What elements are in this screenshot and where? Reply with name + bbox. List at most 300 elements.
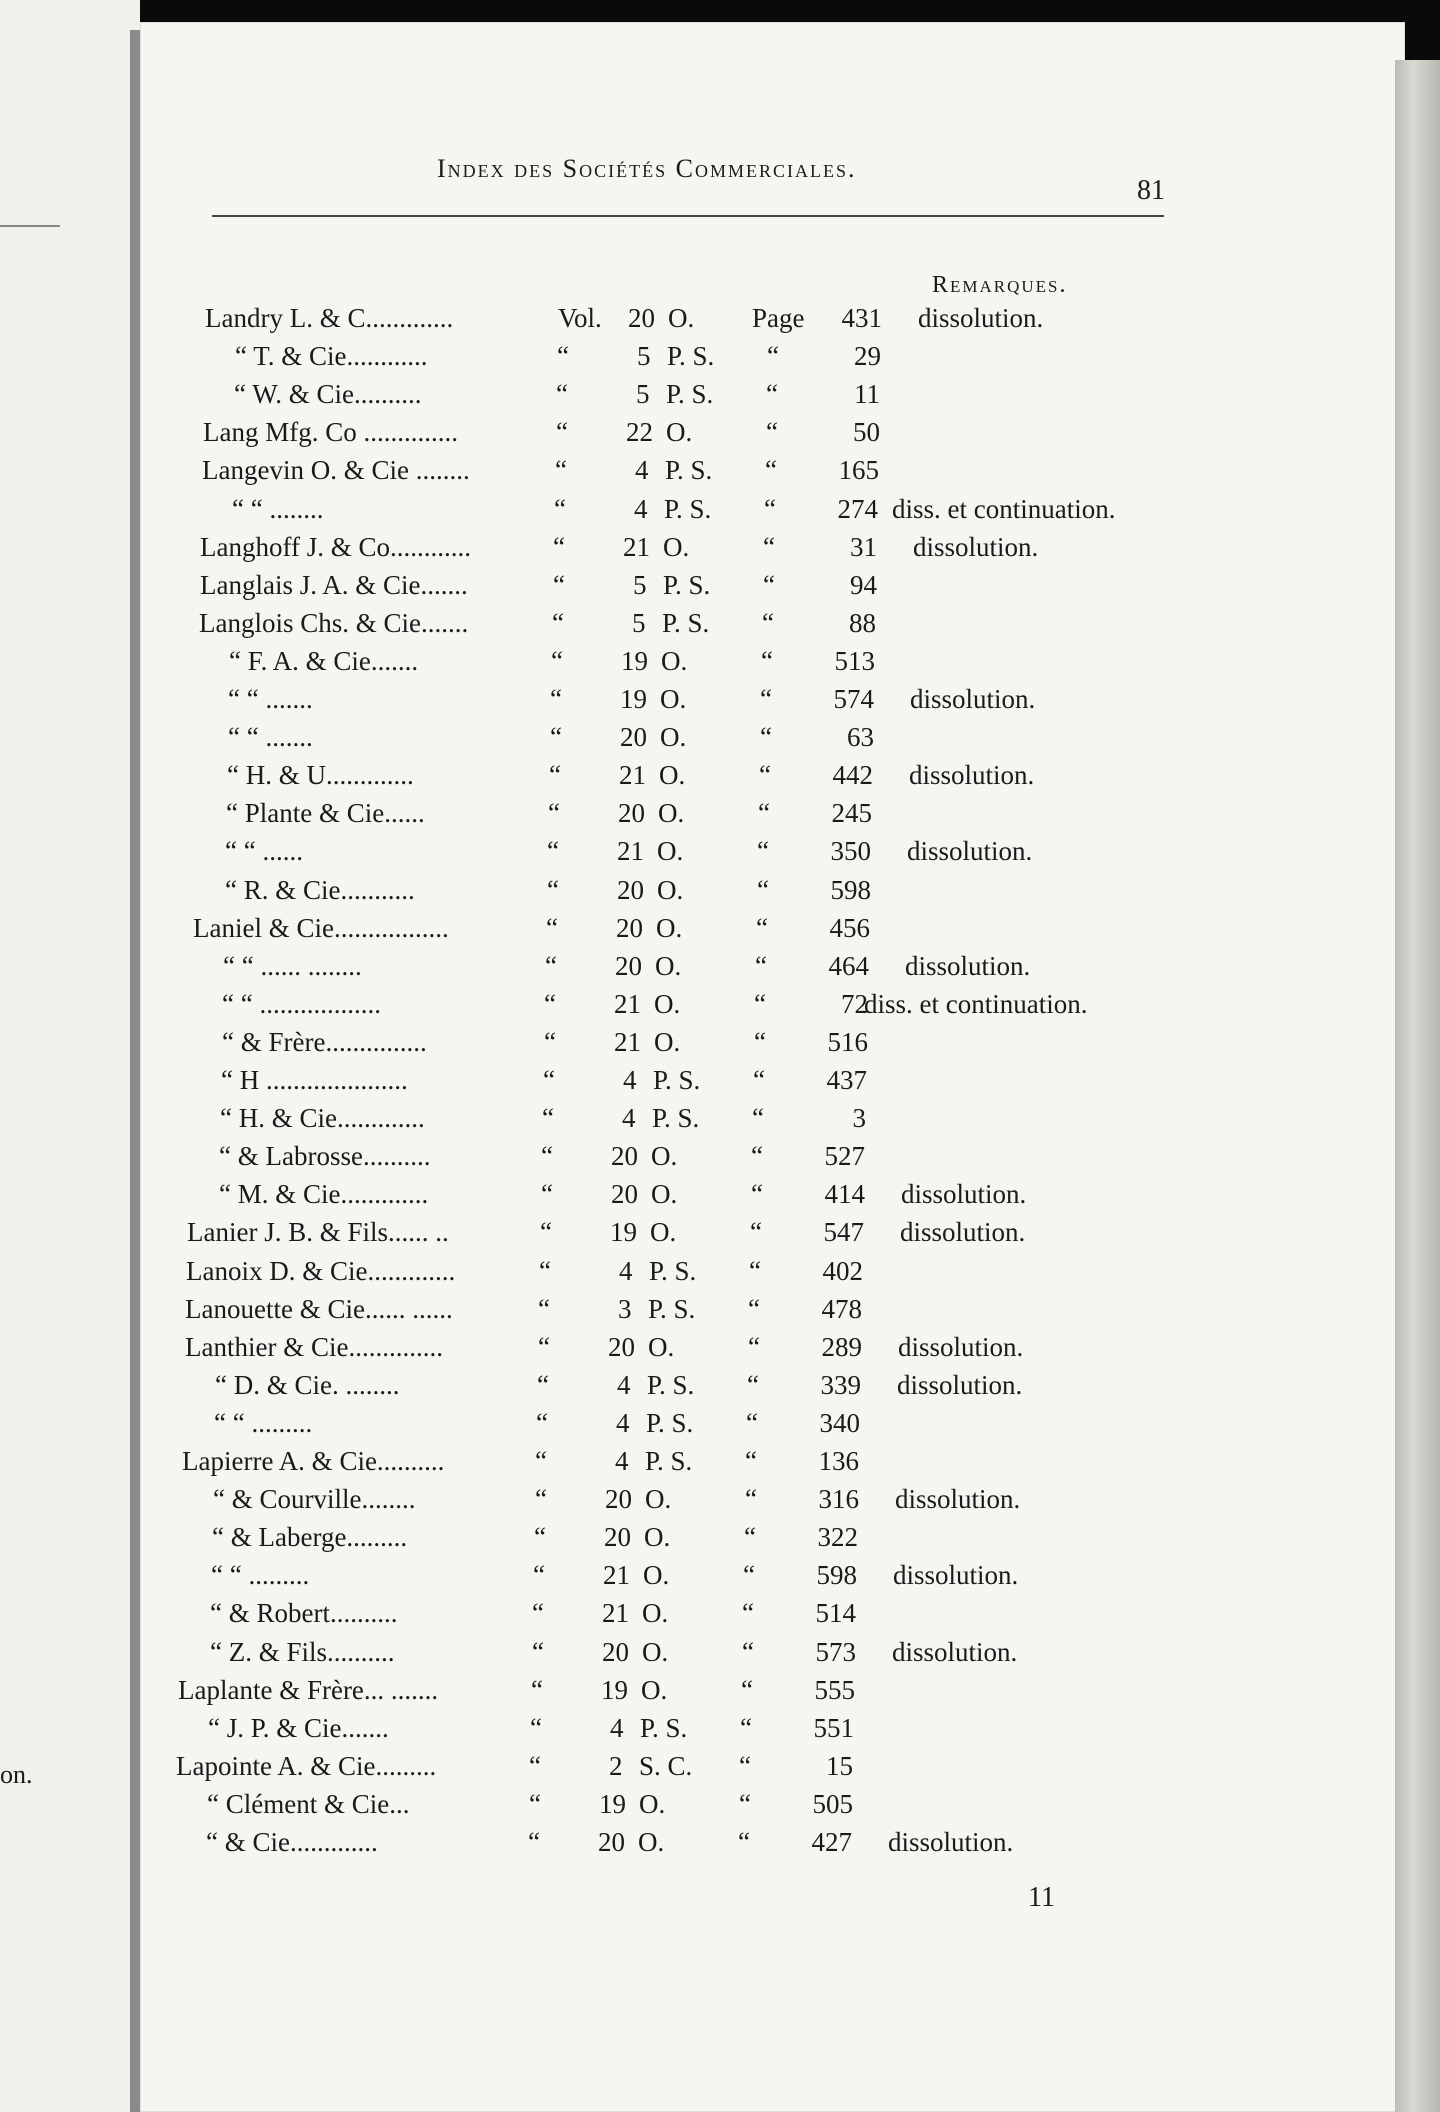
entry-vol: “	[557, 341, 569, 372]
entry-name: “ & Robert..........	[210, 1598, 398, 1629]
table-row	[0, 417, 1440, 455]
entry-series: P. S.	[653, 1065, 701, 1095]
entry-name: “ & Courville........	[213, 1484, 416, 1515]
entry-series: O.	[659, 760, 686, 791]
entry-page-label: “	[751, 1141, 763, 1172]
entry-volume-number: 5	[632, 607, 646, 638]
entry-name: “ “ ......	[225, 836, 303, 867]
table-row	[0, 646, 1440, 684]
entry-vol: “	[543, 1065, 555, 1095]
entry-vol: “	[541, 1179, 553, 1210]
entry-remark: dissolution.	[901, 1179, 1027, 1210]
entry-volume-number: 20	[618, 798, 645, 829]
entry-series: P. S.	[646, 1407, 694, 1438]
adjacent-page-text: on.	[0, 1760, 33, 1789]
entry-volume-number: 21	[619, 760, 646, 791]
entry-page-number: 165	[838, 455, 879, 486]
entry-page-label: “	[761, 645, 773, 676]
table-row	[0, 1408, 1440, 1446]
entry-series: O.	[645, 1484, 672, 1515]
table-row	[0, 455, 1440, 493]
entry-page-label: “	[763, 531, 775, 562]
entry-vol: “	[532, 1636, 544, 1667]
entry-series: P. S.	[665, 455, 713, 486]
entry-name: Lanouette & Cie...... ......	[185, 1293, 453, 1324]
entry-page-label: “	[763, 569, 775, 600]
entry-vol: “	[533, 1560, 545, 1591]
table-row	[0, 1217, 1440, 1255]
entry-name: “ & Laberge.........	[212, 1522, 408, 1553]
entry-page-number: 31	[850, 531, 877, 562]
entry-page-label: “	[746, 1407, 758, 1438]
entry-name: “ Plante & Cie......	[226, 798, 425, 829]
entry-vol: “	[551, 645, 563, 676]
entry-name: “ & Frère...............	[222, 1026, 427, 1057]
table-row	[0, 1637, 1440, 1675]
entry-page-number: 527	[824, 1141, 865, 1172]
entry-remark: dissolution.	[898, 1331, 1024, 1362]
entry-volume-number: 5	[637, 341, 651, 372]
entry-page-number: 94	[850, 569, 877, 600]
entry-volume-number: 19	[621, 645, 648, 676]
entry-vol: “	[539, 1255, 551, 1286]
entry-page-number: 598	[830, 874, 871, 905]
entry-remark: dissolution.	[897, 1369, 1023, 1400]
table-row	[0, 1713, 1440, 1751]
table-row	[0, 1179, 1440, 1217]
entry-name: Laniel & Cie.................	[193, 912, 449, 943]
table-row	[0, 1294, 1440, 1332]
entry-series: O.	[658, 798, 685, 829]
table-row	[0, 1332, 1440, 1370]
table-row	[0, 570, 1440, 608]
entry-page-label: “	[750, 1217, 762, 1248]
entry-series: S. C.	[639, 1750, 693, 1781]
entry-page-number: 50	[853, 417, 880, 448]
entry-volume-number: 19	[620, 684, 647, 714]
entry-vol: “	[540, 1217, 552, 1248]
entry-remark: dissolution.	[909, 760, 1035, 791]
entry-series: P. S.	[647, 1369, 695, 1400]
entry-remark: diss. et continuation.	[892, 493, 1116, 524]
entry-volume-number: 21	[617, 836, 644, 867]
entry-volume-number: 4	[617, 1369, 631, 1400]
entry-name: “ “ .......	[228, 722, 313, 753]
table-row	[0, 494, 1440, 532]
entry-page-label: “	[742, 1598, 754, 1629]
entry-page-number: 340	[819, 1407, 860, 1438]
table-row	[0, 1065, 1440, 1103]
table-row	[0, 1256, 1440, 1294]
table-row	[0, 1484, 1440, 1522]
entry-page-label: Page	[752, 303, 805, 333]
table-row	[0, 684, 1440, 722]
entry-page-label: “	[754, 1026, 766, 1057]
entry-series: P. S.	[666, 379, 714, 410]
entry-page-number: 11	[854, 379, 880, 410]
entry-page-number: 464	[828, 950, 869, 981]
entry-volume-number: 20	[611, 1179, 638, 1210]
entry-volume-number: 3	[618, 1293, 632, 1324]
entry-page-number: 427	[811, 1827, 852, 1857]
entry-name: “ D. & Cie. ........	[215, 1369, 400, 1400]
entry-name: “ & Cie.............	[206, 1827, 378, 1857]
entry-vol: “	[554, 493, 566, 524]
entry-page-number: 289	[821, 1331, 862, 1362]
entry-page-number: 339	[820, 1369, 861, 1400]
entry-page-number: 442	[832, 760, 873, 791]
entry-series: O.	[651, 1179, 678, 1210]
entry-name: Lanoix D. & Cie.............	[186, 1255, 456, 1286]
entry-series: O.	[668, 303, 695, 333]
entry-page-label: “	[745, 1484, 757, 1515]
entry-page-number: 551	[813, 1712, 854, 1743]
entry-vol: “	[530, 1712, 542, 1743]
entry-volume-number: 4	[623, 1065, 637, 1095]
entry-vol: “	[529, 1788, 541, 1819]
entry-series: P. S.	[667, 341, 715, 372]
entry-remark: dissolution.	[905, 950, 1031, 981]
entry-page-number: 350	[830, 836, 871, 867]
entry-volume-number: 20	[604, 1522, 631, 1553]
entry-volume-number: 5	[633, 569, 647, 600]
entry-vol: “	[550, 722, 562, 753]
table-row	[0, 722, 1440, 760]
entry-vol: “	[556, 379, 568, 410]
entry-vol: “	[537, 1369, 549, 1400]
entry-series: O.	[648, 1331, 675, 1362]
entry-name: “ Clément & Cie...	[207, 1788, 410, 1819]
entry-series: O.	[660, 684, 687, 714]
entry-vol: “	[552, 607, 564, 638]
entry-name: Lapointe A. & Cie.........	[176, 1750, 437, 1781]
entry-page-number: 63	[847, 722, 874, 753]
table-row	[0, 1141, 1440, 1179]
entry-page-number: 598	[816, 1560, 857, 1591]
entry-vol: “	[529, 1750, 541, 1781]
entry-vol: “	[541, 1141, 553, 1172]
entry-series: P. S.	[645, 1446, 693, 1476]
entry-name: “ “ .........	[214, 1407, 313, 1438]
entry-page-label: “	[745, 1446, 757, 1476]
signature-mark: 11	[1028, 1882, 1055, 1913]
entry-page-label: “	[765, 455, 777, 486]
entry-remark: dissolution.	[893, 1560, 1019, 1591]
table-row	[0, 1446, 1440, 1484]
entry-volume-number: 20	[615, 950, 642, 981]
entry-name: “ M. & Cie.............	[219, 1179, 429, 1210]
adjacent-page-rule	[0, 225, 60, 227]
entry-page-label: “	[756, 912, 768, 943]
table-row	[0, 760, 1440, 798]
entry-volume-number: 2	[609, 1750, 623, 1781]
entry-series: O.	[654, 1026, 681, 1057]
entry-series: O.	[638, 1827, 665, 1857]
entry-name: “ “ .......	[228, 684, 313, 714]
table-row	[0, 836, 1440, 874]
entry-vol: “	[535, 1446, 547, 1476]
entry-page-label: “	[739, 1750, 751, 1781]
entry-name: Lanthier & Cie..............	[185, 1331, 443, 1362]
entry-page-number: 322	[817, 1522, 858, 1553]
entry-name: Langhoff J. & Co............	[200, 531, 471, 562]
table-row	[0, 341, 1440, 379]
entry-series: P. S.	[662, 607, 710, 638]
entry-vol: “	[548, 798, 560, 829]
entry-volume-number: 21	[603, 1560, 630, 1591]
entry-series: O.	[650, 1217, 677, 1248]
entry-page-number: 574	[833, 684, 874, 714]
entry-series: O.	[643, 1560, 670, 1591]
entry-page-label: “	[752, 1103, 764, 1134]
entry-volume-number: 4	[635, 455, 649, 486]
entry-volume-number: 4	[616, 1407, 630, 1438]
table-row	[0, 951, 1440, 989]
entry-volume-number: 22	[626, 417, 653, 448]
entry-page-number: 513	[834, 645, 875, 676]
entry-volume-number: 21	[602, 1598, 629, 1629]
entry-vol: “	[534, 1522, 546, 1553]
entry-volume-number: 4	[634, 493, 648, 524]
entry-page-number: 478	[821, 1293, 862, 1324]
entry-page-label: “	[764, 493, 776, 524]
entry-name: Laplante & Frère... .......	[178, 1674, 439, 1705]
entry-page-label: “	[758, 798, 770, 829]
entry-series: P. S.	[648, 1293, 696, 1324]
entry-name: Langlais J. A. & Cie.......	[200, 569, 468, 600]
entry-page-number: 245	[831, 798, 872, 829]
table-row	[0, 1751, 1440, 1789]
entry-vol: “	[542, 1103, 554, 1134]
entry-page-label: “	[759, 760, 771, 791]
entry-name: “ Z. & Fils..........	[210, 1636, 395, 1667]
entry-vol: “	[546, 912, 558, 943]
entry-series: O.	[642, 1636, 669, 1667]
entry-volume-number: 21	[614, 1026, 641, 1057]
entry-page-label: “	[757, 874, 769, 905]
entry-page-number: 88	[849, 607, 876, 638]
entry-vol: “	[538, 1331, 550, 1362]
entry-volume-number: 19	[610, 1217, 637, 1248]
entry-remark: dissolution.	[910, 684, 1036, 714]
entry-page-label: “	[757, 836, 769, 867]
entry-volume-number: 20	[617, 874, 644, 905]
entry-name: Lapierre A. & Cie..........	[182, 1446, 445, 1476]
entry-name: Landry L. & C.............	[205, 303, 454, 333]
entry-remark: dissolution.	[895, 1484, 1021, 1515]
entry-page-label: “	[743, 1560, 755, 1591]
entry-page-number: 29	[854, 341, 881, 372]
entry-volume-number: 4	[619, 1255, 633, 1286]
entry-name: “ & Labrosse..........	[219, 1141, 431, 1172]
entry-series: O.	[654, 988, 681, 1019]
entry-vol: Vol.	[558, 303, 602, 333]
entry-page-label: “	[762, 607, 774, 638]
entry-name: “ J. P. & Cie.......	[208, 1712, 389, 1743]
entry-vol: “	[545, 950, 557, 981]
entry-vol: “	[538, 1293, 550, 1324]
table-row	[0, 1675, 1440, 1713]
entry-series: O.	[660, 722, 687, 753]
entry-page-number: 555	[814, 1674, 855, 1705]
entry-vol: “	[547, 874, 559, 905]
entry-page-label: “	[749, 1255, 761, 1286]
entry-series: O.	[642, 1598, 669, 1629]
entry-vol: “	[531, 1674, 543, 1705]
table-row	[0, 379, 1440, 417]
table-row	[0, 875, 1440, 913]
table-row	[0, 913, 1440, 951]
entry-series: O.	[663, 531, 690, 562]
running-header: Index des Sociétés Commerciales.	[437, 154, 857, 183]
entry-page-label: “	[741, 1674, 753, 1705]
entry-series: O.	[656, 912, 683, 943]
entry-page-label: “	[742, 1636, 754, 1667]
entry-name: “ T. & Cie............	[235, 341, 428, 372]
entry-volume-number: 4	[622, 1103, 636, 1134]
entry-vol: “	[555, 455, 567, 486]
entry-remark: dissolution.	[913, 531, 1039, 562]
entry-page-number: 72	[841, 988, 868, 1019]
table-row	[0, 1827, 1440, 1865]
entry-name: “ W. & Cie..........	[234, 379, 422, 410]
entry-page-label: “	[739, 1788, 751, 1819]
table-row	[0, 532, 1440, 570]
entry-volume-number: 19	[601, 1674, 628, 1705]
entry-name: Langlois Chs. & Cie.......	[199, 607, 469, 638]
entry-page-number: 316	[818, 1484, 859, 1515]
entry-name: “ H .....................	[221, 1065, 408, 1095]
entry-volume-number: 20	[611, 1141, 638, 1172]
table-row	[0, 1027, 1440, 1065]
entry-remark: dissolution.	[918, 303, 1044, 333]
table-row	[0, 1370, 1440, 1408]
entry-series: O.	[644, 1522, 671, 1553]
entry-page-label: “	[747, 1369, 759, 1400]
entry-vol: “	[544, 988, 556, 1019]
entry-name: “ R. & Cie...........	[225, 874, 415, 905]
entry-vol: “	[549, 760, 561, 791]
entry-name: Langevin O. & Cie ........	[202, 455, 470, 486]
entry-name: “ H. & U.............	[227, 760, 414, 791]
entry-page-label: “	[767, 341, 779, 372]
entry-volume-number: 20	[616, 912, 643, 943]
entry-page-number: 573	[815, 1636, 856, 1667]
entry-series: P. S.	[649, 1255, 697, 1286]
entry-page-label: “	[753, 1065, 765, 1095]
entry-volume-number: 4	[615, 1446, 629, 1476]
entry-page-number: 516	[827, 1026, 868, 1057]
entry-volume-number: 20	[602, 1636, 629, 1667]
entry-remark: dissolution.	[888, 1827, 1014, 1857]
entry-remark: diss. et continuation.	[864, 988, 1088, 1019]
entry-page-label: “	[766, 417, 778, 448]
entry-series: P. S.	[652, 1103, 700, 1134]
entry-series: O.	[639, 1788, 666, 1819]
entry-vol: “	[535, 1484, 547, 1515]
entry-page-number: 136	[818, 1446, 859, 1476]
entry-volume-number: 21	[623, 531, 650, 562]
entry-volume-number: 20	[628, 303, 655, 333]
table-row	[0, 608, 1440, 646]
table-row	[0, 989, 1440, 1027]
entry-name: Lang Mfg. Co ..............	[203, 417, 458, 448]
entry-page-number: 505	[812, 1788, 853, 1819]
entry-vol: “	[556, 417, 568, 448]
entry-page-number: 414	[824, 1179, 865, 1210]
entry-remark: dissolution.	[907, 836, 1033, 867]
entry-vol: “	[536, 1407, 548, 1438]
table-row	[0, 303, 1440, 341]
entry-name: “ “ ...... ........	[223, 950, 362, 981]
entry-volume-number: 20	[608, 1331, 635, 1362]
entry-volume-number: 19	[599, 1788, 626, 1819]
entry-volume-number: 21	[614, 988, 641, 1019]
entry-volume-number: 20	[598, 1827, 625, 1857]
table-row	[0, 1522, 1440, 1560]
entry-vol: “	[544, 1026, 556, 1057]
entry-page-label: “	[760, 684, 772, 714]
entry-page-number: 437	[826, 1065, 867, 1095]
entry-name: “ F. A. & Cie.......	[229, 645, 419, 676]
entry-page-number: 15	[826, 1750, 853, 1781]
remarques-column-header: Remarques.	[932, 272, 1068, 298]
entry-series: O.	[661, 645, 688, 676]
entry-page-label: “	[751, 1179, 763, 1210]
entry-volume-number: 4	[610, 1712, 624, 1743]
header-rule	[212, 215, 1164, 217]
table-row	[0, 1560, 1440, 1598]
entry-vol: “	[528, 1827, 540, 1857]
entry-series: O.	[666, 417, 693, 448]
entry-vol: “	[550, 684, 562, 714]
entry-page-label: “	[766, 379, 778, 410]
entry-series: O.	[641, 1674, 668, 1705]
entry-page-label: “	[754, 988, 766, 1019]
entry-page-label: “	[740, 1712, 752, 1743]
entry-series: P. S.	[640, 1712, 688, 1743]
entry-page-number: 547	[823, 1217, 864, 1248]
entry-volume-number: 20	[605, 1484, 632, 1515]
entry-page-label: “	[748, 1293, 760, 1324]
entry-vol: “	[532, 1598, 544, 1629]
entry-series: O.	[655, 950, 682, 981]
entry-page-label: “	[748, 1331, 760, 1362]
entry-remark: dissolution.	[892, 1636, 1018, 1667]
entry-name: “ “ ........	[232, 493, 324, 524]
entry-page-number: 402	[822, 1255, 863, 1286]
entry-vol: “	[547, 836, 559, 867]
entry-page-number: 514	[815, 1598, 856, 1629]
table-row	[0, 798, 1440, 836]
page-number: 81	[1137, 175, 1165, 206]
entry-name: “ “ .........	[211, 1560, 310, 1591]
entry-series: O.	[657, 874, 684, 905]
table-row	[0, 1598, 1440, 1636]
table-row	[0, 1789, 1440, 1827]
entry-name: Lanier J. B. & Fils...... ..	[187, 1217, 449, 1248]
entry-page-label: “	[760, 722, 772, 753]
entry-series: O.	[657, 836, 684, 867]
table-row	[0, 1103, 1440, 1141]
entry-page-number: 431	[841, 303, 882, 333]
entry-name: “ “ ..................	[222, 988, 381, 1019]
entry-volume-number: 5	[636, 379, 650, 410]
entry-series: P. S.	[664, 493, 712, 524]
entry-page-number: 456	[829, 912, 870, 943]
entry-page-label: “	[755, 950, 767, 981]
entry-series: P. S.	[663, 569, 711, 600]
